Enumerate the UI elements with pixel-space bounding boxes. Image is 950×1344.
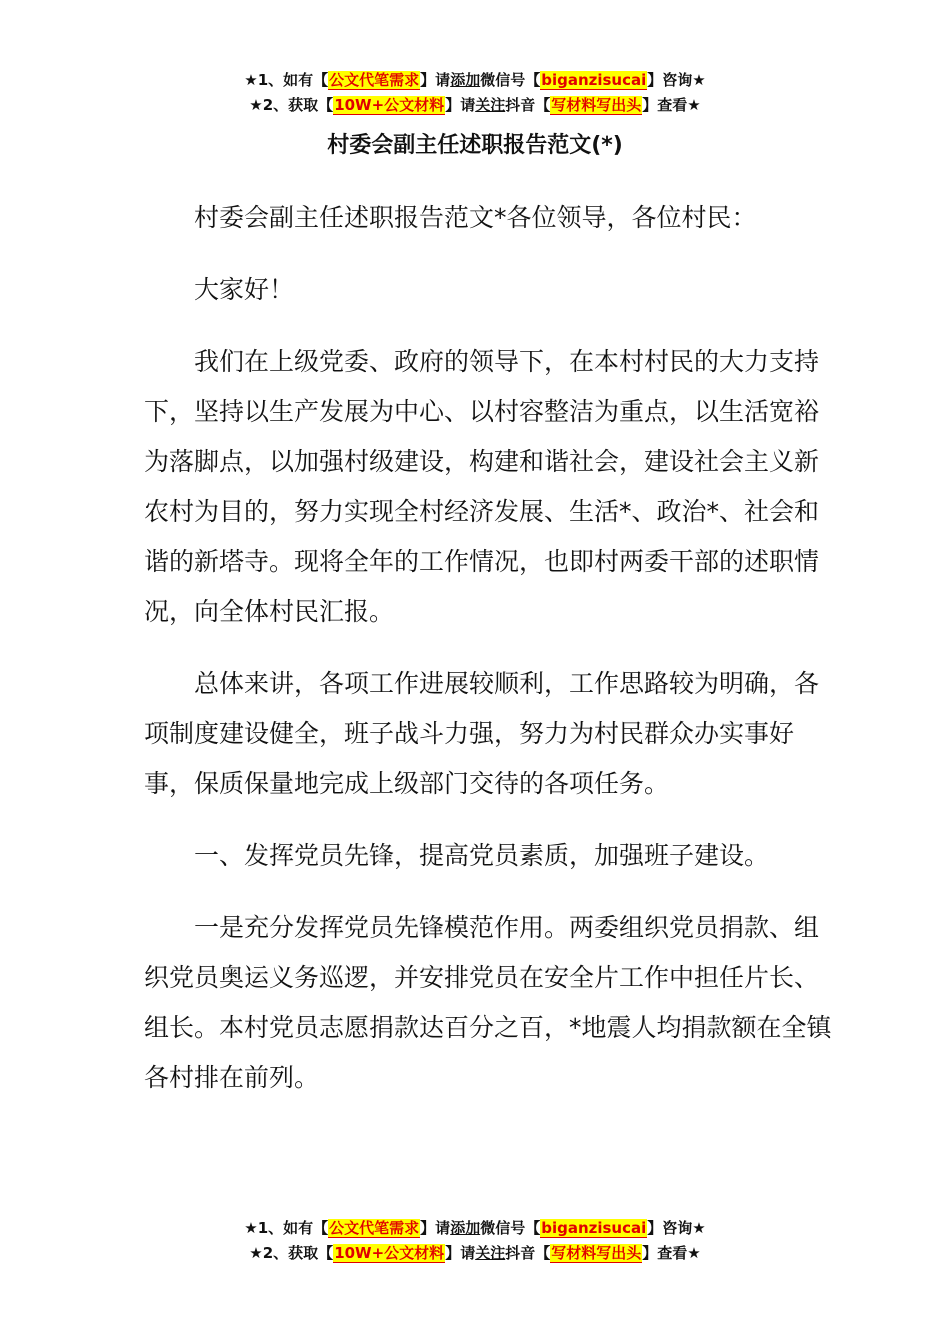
- service-highlight: 公文代笔需求: [329, 1219, 420, 1237]
- banner-line-2: ★2、获取【10W+公文材料】请关注抖音【写材料写出头】查看★: [249, 1244, 701, 1262]
- wechat-id-highlight: biganzisucai: [541, 1219, 647, 1237]
- banner-line-1: ★1、如有【公文代笔需求】请添加微信号【biganzisucai】咨询★: [244, 71, 706, 89]
- materials-highlight: 10W+公文材料: [334, 96, 445, 114]
- douyin-highlight: 写材料写出头: [551, 1244, 642, 1262]
- bottom-banner: [0, 1216, 950, 1266]
- douyin-highlight: 写材料写出头: [551, 96, 642, 114]
- document-body: [144, 193, 834, 1125]
- paragraph-summary: 总体来讲，各项工作进展较顺利，工作思路较为明确，各项制度建设健全，班子战斗力强，努力为村民群众办实事好事，保质保量地完成上级部门交待的各项任务。: [144, 669, 820, 798]
- paragraph-hello: 大家好！: [194, 275, 295, 304]
- paragraph-intro: 我们在上级党委、政府的领导下，在本村村民的大力支持下，坚持以生产发展为中心、以村容整洁为重点，以生活宽裕为落脚点，以加强村级建设，构建和谐社会，建设社会主义新农村为目的，努力实现全村经济发展、生活*、政治*、社会和谐的新塔寺。现将全年的工作情况，也即村两委干部的述职情况，向全体村民汇报。: [144, 347, 820, 626]
- materials-highlight: 10W+公文材料: [334, 1244, 445, 1262]
- paragraph-greeting: 村委会副主任述职报告范文*各位领导，各位村民：: [194, 203, 757, 232]
- service-highlight: 公文代笔需求: [329, 71, 420, 89]
- paragraph-party-members: 一是充分发挥党员先锋模范作用。两委组织党员捐款、组织党员奥运义务巡逻，并安排党员在安全片工作中担任片长、组长。本村党员志愿捐款达百分之百，*地震人均捐款额在全镇各村排在前列。: [144, 913, 832, 1092]
- banner-line-1: ★1、如有【公文代笔需求】请添加微信号【biganzisucai】咨询★: [244, 1219, 706, 1237]
- wechat-id-highlight: biganzisucai: [541, 71, 647, 89]
- banner-line-2: ★2、获取【10W+公文材料】请关注抖音【写材料写出头】查看★: [249, 96, 701, 114]
- document-title: 村委会副主任述职报告范文(*): [327, 133, 623, 158]
- section-heading-1: 一、发挥党员先锋，提高党员素质，加强班子建设。: [194, 841, 770, 870]
- top-banner: [0, 68, 950, 118]
